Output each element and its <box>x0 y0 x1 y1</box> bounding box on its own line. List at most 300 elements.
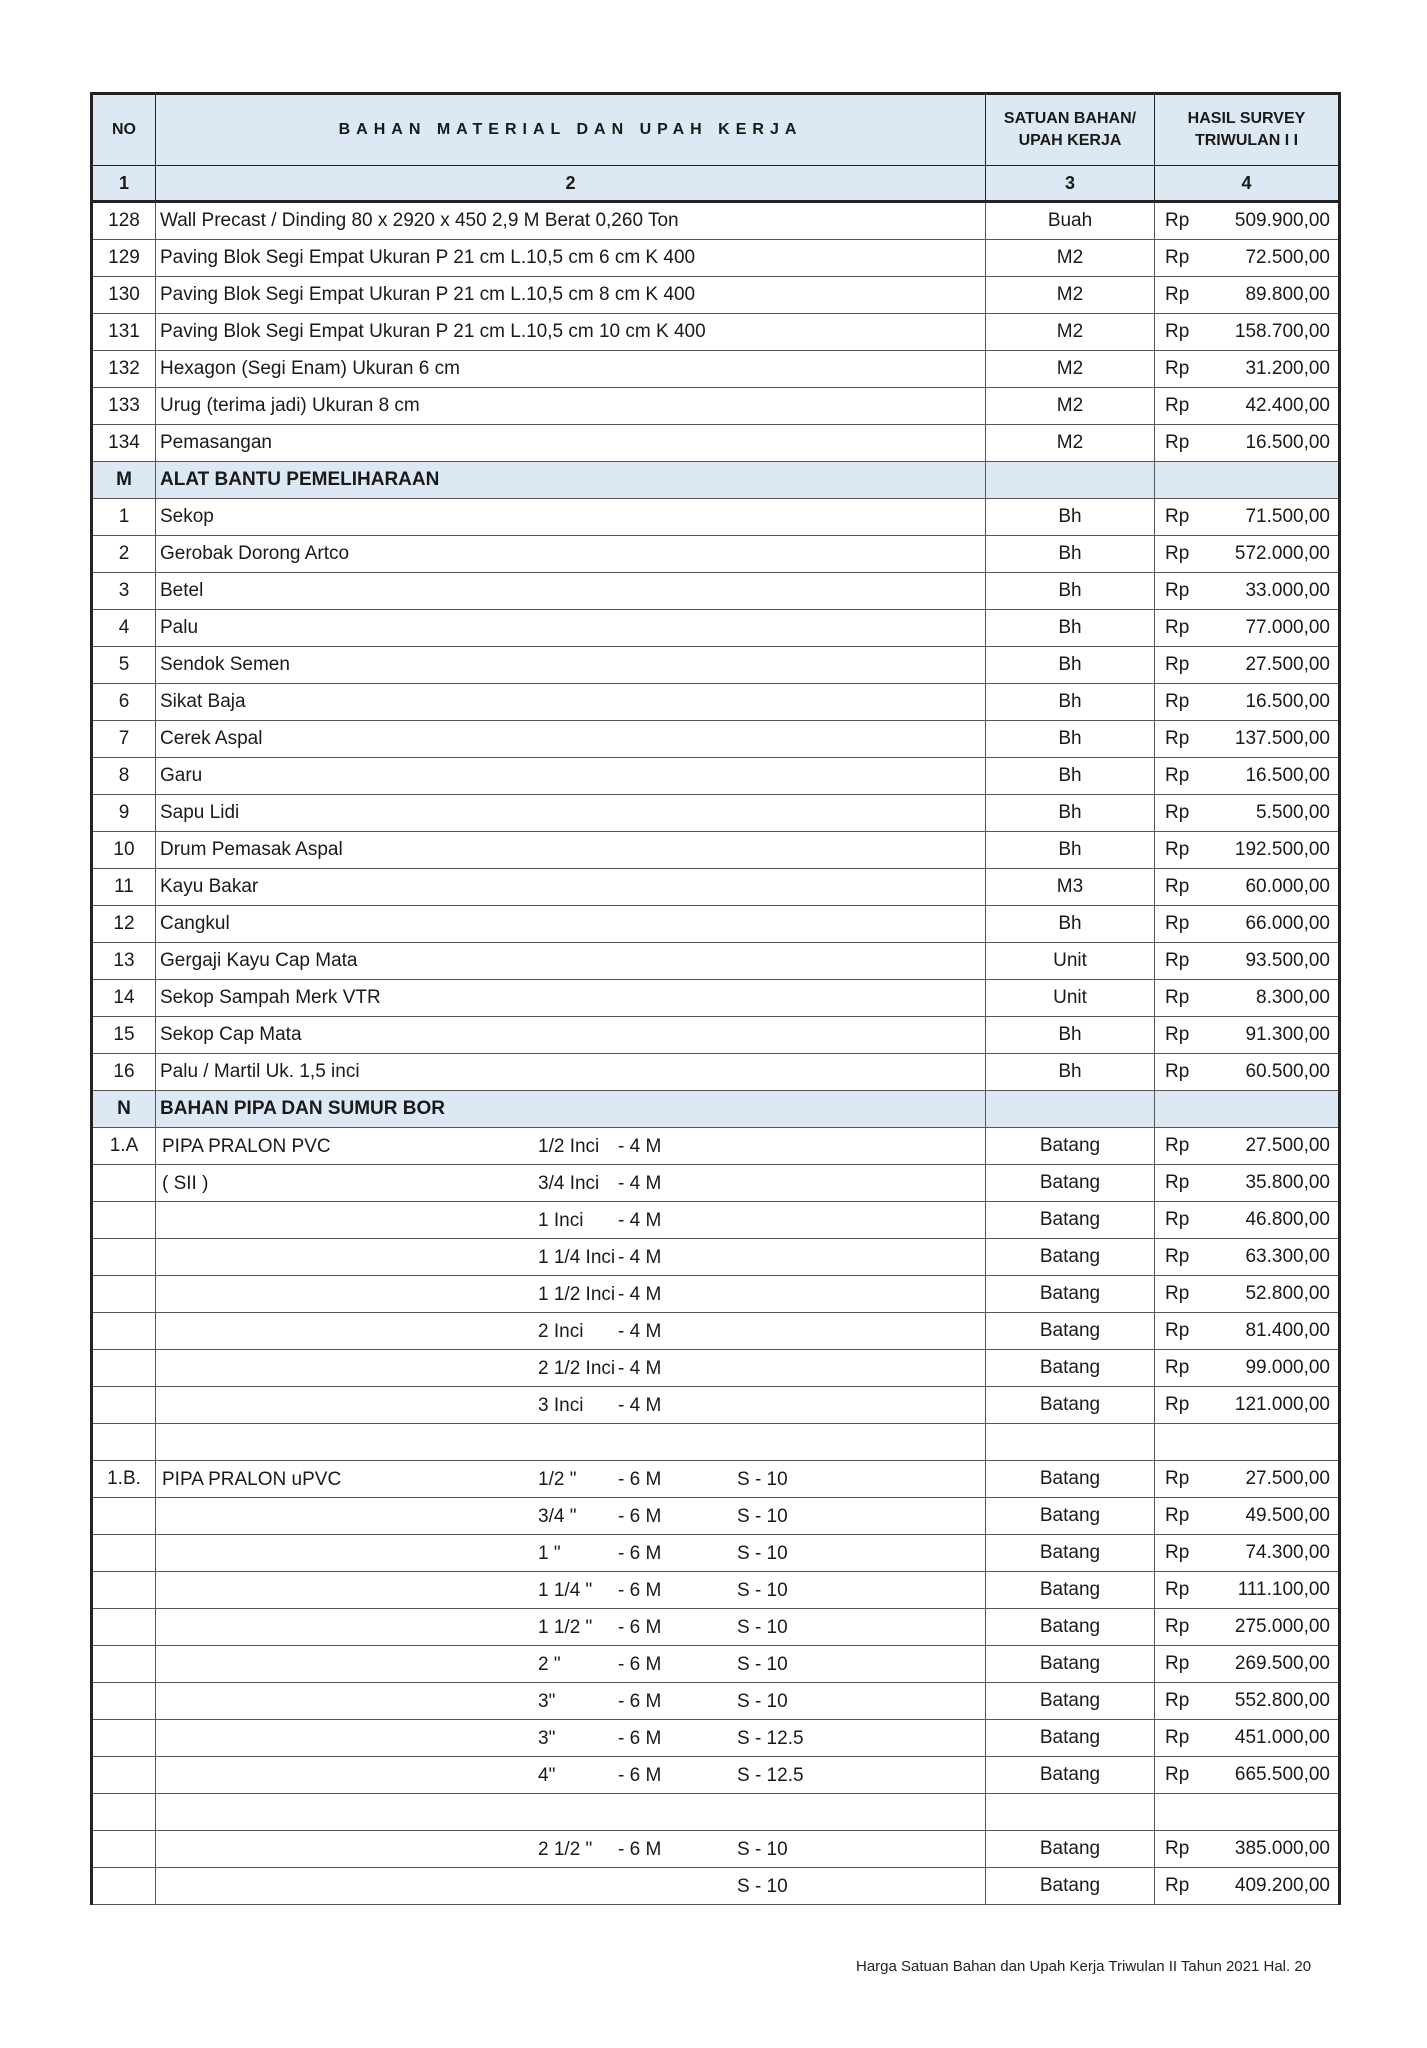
row-description: Palu / Martil Uk. 1,5 inci <box>156 1054 986 1091</box>
price-value <box>1155 321 1338 343</box>
pipe-description <box>156 1276 986 1313</box>
row-number: 5 <box>92 647 156 684</box>
pipe-description <box>156 1831 986 1868</box>
blank-cell <box>156 1794 986 1831</box>
pipe-length: - 6 M <box>618 1654 662 1675</box>
row-number: 133 <box>92 388 156 425</box>
currency-label: Rp <box>1165 728 1190 749</box>
price-amount: 275.000,00 <box>1234 1616 1330 1637</box>
pipe-size: 1 1/4 " <box>538 1580 593 1601</box>
pipe-size: 1/2 Inci <box>538 1136 600 1157</box>
row-description: Sendok Semen <box>156 647 986 684</box>
pipe-length: - 6 M <box>618 1580 662 1601</box>
row-number: 134 <box>92 425 156 462</box>
price-cell <box>1155 240 1340 277</box>
pipe-size: 2 " <box>538 1654 561 1675</box>
table-row <box>92 351 1340 388</box>
pipe-class: S - 10 <box>737 1876 788 1897</box>
section-title: ALAT BANTU PEMELIHARAAN <box>156 462 986 499</box>
currency-label: Rp <box>1165 1172 1190 1193</box>
price-value <box>1155 580 1338 602</box>
price-value <box>1155 987 1338 1009</box>
row-number: 128 <box>92 202 156 240</box>
pipe-row <box>92 1313 1340 1350</box>
price-amount: 89.800,00 <box>1245 284 1330 305</box>
currency-label: Rp <box>1165 950 1190 971</box>
currency-label: Rp <box>1165 1135 1190 1156</box>
price-value <box>1155 691 1338 713</box>
pipe-class: S - 12.5 <box>737 1765 804 1786</box>
price-cell <box>1155 1313 1340 1350</box>
row-description: Sekop <box>156 499 986 536</box>
price-value <box>1155 395 1338 417</box>
pipe-description <box>156 1535 986 1572</box>
pipe-length: - 6 M <box>618 1543 662 1564</box>
currency-label: Rp <box>1165 247 1190 268</box>
row-unit: Batang <box>986 1498 1155 1535</box>
price-cell <box>1155 869 1340 906</box>
price-value <box>1155 1172 1338 1194</box>
price-amount: 16.500,00 <box>1245 765 1330 786</box>
header-unit <box>986 94 1155 166</box>
price-amount: 5.500,00 <box>1256 802 1330 823</box>
row-number <box>92 1239 156 1276</box>
row-number <box>92 1313 156 1350</box>
pipe-length: - 6 M <box>618 1728 662 1749</box>
pipe-size: 2 1/2 " <box>538 1839 593 1860</box>
price-cell <box>1155 1572 1340 1609</box>
pipe-row <box>92 1646 1340 1683</box>
currency-label: Rp <box>1165 691 1190 712</box>
table-row <box>92 980 1340 1017</box>
pipe-length: - 4 M <box>618 1247 662 1268</box>
row-description: Palu <box>156 610 986 647</box>
price-amount: 552.800,00 <box>1234 1690 1330 1711</box>
price-amount: 49.500,00 <box>1245 1505 1330 1526</box>
blank-cell <box>986 1794 1155 1831</box>
price-cell <box>1155 1202 1340 1239</box>
column-number: 3 <box>986 166 1155 202</box>
blank-cell <box>1155 1424 1340 1461</box>
price-cell <box>1155 1720 1340 1757</box>
price-amount: 27.500,00 <box>1245 654 1330 675</box>
price-amount: 46.800,00 <box>1245 1209 1330 1230</box>
price-cell <box>1155 1165 1340 1202</box>
row-unit: Batang <box>986 1757 1155 1794</box>
price-value <box>1155 1320 1338 1342</box>
price-amount: 665.500,00 <box>1234 1764 1330 1785</box>
row-number: 12 <box>92 906 156 943</box>
price-value <box>1155 1209 1338 1231</box>
pipe-size: 4" <box>538 1765 556 1786</box>
price-amount: 111.100,00 <box>1237 1579 1330 1600</box>
currency-label: Rp <box>1165 1616 1190 1637</box>
pipe-description <box>156 1572 986 1609</box>
currency-label: Rp <box>1165 1542 1190 1563</box>
header-price-line1: HASIL SURVEY <box>1187 110 1306 127</box>
price-amount: 66.000,00 <box>1245 913 1330 934</box>
column-number: 4 <box>1155 166 1340 202</box>
row-number: 129 <box>92 240 156 277</box>
price-value <box>1155 802 1338 824</box>
pipe-description <box>156 1609 986 1646</box>
row-unit: M3 <box>986 869 1155 906</box>
table-row <box>92 943 1340 980</box>
price-cell <box>1155 314 1340 351</box>
currency-label: Rp <box>1165 1505 1190 1526</box>
price-value <box>1155 358 1338 380</box>
pipe-length: - 4 M <box>618 1173 662 1194</box>
currency-label: Rp <box>1165 1394 1190 1415</box>
price-cell <box>1155 1868 1340 1905</box>
pipe-length: - 4 M <box>618 1136 662 1157</box>
pipe-class: S - 10 <box>737 1469 788 1490</box>
row-number: 6 <box>92 684 156 721</box>
row-description: Kayu Bakar <box>156 869 986 906</box>
section-row <box>92 462 1340 499</box>
row-unit: Unit <box>986 943 1155 980</box>
price-amount: 509.900,00 <box>1234 210 1330 231</box>
blank-cell <box>92 1424 156 1461</box>
currency-label: Rp <box>1165 1764 1190 1785</box>
price-cell <box>1155 721 1340 758</box>
pipe-row <box>92 1239 1340 1276</box>
pipe-description <box>156 1757 986 1794</box>
pipe-length: - 4 M <box>618 1210 662 1231</box>
row-unit: M2 <box>986 277 1155 314</box>
row-number: 131 <box>92 314 156 351</box>
currency-label: Rp <box>1165 876 1190 897</box>
pipe-size: 3" <box>538 1728 556 1749</box>
pipe-size: 2 Inci <box>538 1321 584 1342</box>
price-value <box>1155 617 1338 639</box>
price-value <box>1155 839 1338 861</box>
pipe-row <box>92 1683 1340 1720</box>
currency-label: Rp <box>1165 987 1190 1008</box>
row-number: 14 <box>92 980 156 1017</box>
pipe-description <box>156 1868 986 1905</box>
row-description: Betel <box>156 573 986 610</box>
currency-label: Rp <box>1165 1357 1190 1378</box>
table-row <box>92 758 1340 795</box>
currency-label: Rp <box>1165 1283 1190 1304</box>
pipe-row <box>92 1350 1340 1387</box>
row-unit: Batang <box>986 1276 1155 1313</box>
table-row <box>92 573 1340 610</box>
pipe-class: S - 10 <box>737 1617 788 1638</box>
pipe-row <box>92 1609 1340 1646</box>
price-amount: 16.500,00 <box>1245 691 1330 712</box>
row-unit: Bh <box>986 1017 1155 1054</box>
table-row <box>92 536 1340 573</box>
price-amount: 42.400,00 <box>1245 395 1330 416</box>
row-unit: Bh <box>986 758 1155 795</box>
price-cell <box>1155 758 1340 795</box>
table-row <box>92 1017 1340 1054</box>
blank-cell <box>986 1424 1155 1461</box>
row-unit: M2 <box>986 351 1155 388</box>
pipe-class: S - 10 <box>737 1839 788 1860</box>
currency-label: Rp <box>1165 913 1190 934</box>
pipe-size: 1 Inci <box>538 1210 584 1231</box>
currency-label: Rp <box>1165 1320 1190 1341</box>
pipe-row <box>92 1276 1340 1313</box>
row-unit: Bh <box>986 1054 1155 1091</box>
currency-label: Rp <box>1165 765 1190 786</box>
row-unit: Batang <box>986 1572 1155 1609</box>
table-row <box>92 277 1340 314</box>
currency-label: Rp <box>1165 395 1190 416</box>
price-value <box>1155 1246 1338 1268</box>
price-value <box>1155 1579 1338 1601</box>
price-value <box>1155 543 1338 565</box>
row-description: Paving Blok Segi Empat Ukuran P 21 cm L.10,5 cm 10 cm K 400 <box>156 314 986 351</box>
row-description: Sikat Baja <box>156 684 986 721</box>
currency-label: Rp <box>1165 1209 1190 1230</box>
pipe-length: - 6 M <box>618 1506 662 1527</box>
blank-row <box>92 1424 1340 1461</box>
price-value <box>1155 1468 1338 1490</box>
price-cell <box>1155 1350 1340 1387</box>
row-number: 1.A <box>92 1128 156 1165</box>
currency-label: Rp <box>1165 1727 1190 1748</box>
row-number <box>92 1535 156 1572</box>
pipe-class: S - 10 <box>737 1654 788 1675</box>
pipe-description <box>156 1313 986 1350</box>
header-description: BAHAN MATERIAL DAN UPAH KERJA <box>156 94 986 166</box>
row-unit: M2 <box>986 314 1155 351</box>
currency-label: Rp <box>1165 580 1190 601</box>
pipe-row <box>92 1165 1340 1202</box>
price-value <box>1155 1061 1338 1083</box>
price-amount: 71.500,00 <box>1245 506 1330 527</box>
price-cell <box>1155 499 1340 536</box>
price-amount: 60.500,00 <box>1245 1061 1330 1082</box>
pipe-name: ( SII ) <box>162 1173 209 1194</box>
pipe-description <box>156 1461 986 1498</box>
row-number <box>92 1498 156 1535</box>
pipe-length: - 6 M <box>618 1839 662 1860</box>
row-number: 2 <box>92 536 156 573</box>
price-cell <box>1155 684 1340 721</box>
table-row <box>92 499 1340 536</box>
pipe-size: 1 1/2 " <box>538 1617 593 1638</box>
price-amount: 60.000,00 <box>1245 876 1330 897</box>
pipe-row <box>92 1831 1340 1868</box>
price-value <box>1155 1135 1338 1157</box>
section-price-cell <box>1155 462 1340 499</box>
header-unit-line1: SATUAN BAHAN/ <box>1003 110 1137 127</box>
row-description: Sapu Lidi <box>156 795 986 832</box>
table-row <box>92 684 1340 721</box>
row-number <box>92 1202 156 1239</box>
currency-label: Rp <box>1165 321 1190 342</box>
price-amount: 72.500,00 <box>1245 247 1330 268</box>
currency-label: Rp <box>1165 1653 1190 1674</box>
row-unit: Batang <box>986 1165 1155 1202</box>
row-description: Gergaji Kayu Cap Mata <box>156 943 986 980</box>
price-amount: 8.300,00 <box>1256 987 1330 1008</box>
pipe-class: S - 10 <box>737 1580 788 1601</box>
pipe-length: - 6 M <box>618 1617 662 1638</box>
row-unit: Bh <box>986 499 1155 536</box>
price-value <box>1155 654 1338 676</box>
row-unit: Unit <box>986 980 1155 1017</box>
row-unit: Bh <box>986 610 1155 647</box>
price-cell <box>1155 1461 1340 1498</box>
price-value <box>1155 1505 1338 1527</box>
row-unit: Batang <box>986 1128 1155 1165</box>
currency-label: Rp <box>1165 1579 1190 1600</box>
row-description: Wall Precast / Dinding 80 x 2920 x 450 2,9 M Berat 0,260 Ton <box>156 202 986 240</box>
column-number: 2 <box>156 166 986 202</box>
row-unit: Batang <box>986 1350 1155 1387</box>
price-value <box>1155 876 1338 898</box>
row-unit: Batang <box>986 1609 1155 1646</box>
price-value <box>1155 284 1338 306</box>
price-table <box>90 92 1341 1905</box>
price-amount: 16.500,00 <box>1245 432 1330 453</box>
row-unit: Bh <box>986 536 1155 573</box>
row-description: Paving Blok Segi Empat Ukuran P 21 cm L.10,5 cm 6 cm K 400 <box>156 240 986 277</box>
pipe-description <box>156 1202 986 1239</box>
row-number: 132 <box>92 351 156 388</box>
pipe-description <box>156 1646 986 1683</box>
pipe-description <box>156 1350 986 1387</box>
blank-cell <box>1155 1794 1340 1831</box>
currency-label: Rp <box>1165 802 1190 823</box>
price-amount: 74.300,00 <box>1245 1542 1330 1563</box>
row-unit: Batang <box>986 1313 1155 1350</box>
price-amount: 385.000,00 <box>1234 1838 1330 1859</box>
currency-label: Rp <box>1165 1061 1190 1082</box>
table-row <box>92 388 1340 425</box>
row-number <box>92 1646 156 1683</box>
row-number: 10 <box>92 832 156 869</box>
price-cell <box>1155 1276 1340 1313</box>
pipe-row <box>92 1461 1340 1498</box>
row-description: Sekop Sampah Merk VTR <box>156 980 986 1017</box>
price-cell <box>1155 1239 1340 1276</box>
price-value <box>1155 1357 1338 1379</box>
pipe-length: - 4 M <box>618 1395 662 1416</box>
row-unit: Batang <box>986 1387 1155 1424</box>
price-cell <box>1155 943 1340 980</box>
price-value <box>1155 1727 1338 1749</box>
price-amount: 121.000,00 <box>1234 1394 1330 1415</box>
pipe-row <box>92 1720 1340 1757</box>
section-unit-cell <box>986 462 1155 499</box>
price-amount: 192.500,00 <box>1234 839 1330 860</box>
price-cell <box>1155 1054 1340 1091</box>
blank-cell <box>156 1424 986 1461</box>
row-number <box>92 1831 156 1868</box>
pipe-row <box>92 1202 1340 1239</box>
price-cell <box>1155 1128 1340 1165</box>
pipe-length: - 4 M <box>618 1284 662 1305</box>
pipe-size: 1/2 " <box>538 1469 577 1490</box>
currency-label: Rp <box>1165 1246 1190 1267</box>
row-unit: Batang <box>986 1720 1155 1757</box>
row-number: 9 <box>92 795 156 832</box>
section-price-cell <box>1155 1091 1340 1128</box>
row-number <box>92 1387 156 1424</box>
row-unit: M2 <box>986 240 1155 277</box>
section-unit-cell <box>986 1091 1155 1128</box>
row-unit: M2 <box>986 388 1155 425</box>
currency-label: Rp <box>1165 839 1190 860</box>
price-amount: 27.500,00 <box>1245 1468 1330 1489</box>
header-price-line2: TRIWULAN I I <box>1194 132 1299 149</box>
row-unit: Bh <box>986 684 1155 721</box>
row-number <box>92 1572 156 1609</box>
price-amount: 81.400,00 <box>1245 1320 1330 1341</box>
price-cell <box>1155 610 1340 647</box>
row-unit: Batang <box>986 1239 1155 1276</box>
price-value <box>1155 950 1338 972</box>
pipe-length: - 4 M <box>618 1358 662 1379</box>
price-amount: 31.200,00 <box>1245 358 1330 379</box>
pipe-row <box>92 1498 1340 1535</box>
table-row <box>92 202 1340 240</box>
price-amount: 269.500,00 <box>1234 1653 1330 1674</box>
table-row <box>92 610 1340 647</box>
price-amount: 91.300,00 <box>1245 1024 1330 1045</box>
currency-label: Rp <box>1165 284 1190 305</box>
pipe-size: 1 1/2 Inci <box>538 1284 616 1305</box>
section-row <box>92 1091 1340 1128</box>
price-cell <box>1155 536 1340 573</box>
table-row <box>92 240 1340 277</box>
currency-label: Rp <box>1165 506 1190 527</box>
pipe-class: S - 12.5 <box>737 1728 804 1749</box>
row-unit: Batang <box>986 1461 1155 1498</box>
pipe-length: - 6 M <box>618 1469 662 1490</box>
row-unit: Bh <box>986 906 1155 943</box>
pipe-class: S - 10 <box>737 1691 788 1712</box>
currency-label: Rp <box>1165 1875 1190 1896</box>
row-number: 3 <box>92 573 156 610</box>
row-description: Sekop Cap Mata <box>156 1017 986 1054</box>
row-number: 1 <box>92 499 156 536</box>
price-value <box>1155 1616 1338 1638</box>
row-description: Cerek Aspal <box>156 721 986 758</box>
price-amount: 158.700,00 <box>1234 321 1330 342</box>
row-description: Cangkul <box>156 906 986 943</box>
row-description: Garu <box>156 758 986 795</box>
row-unit: Batang <box>986 1535 1155 1572</box>
page-footer: Harga Satuan Bahan dan Upah Kerja Triwulan II Tahun 2021 Hal. 20 <box>856 1958 1312 1975</box>
row-number: 1.B. <box>92 1461 156 1498</box>
price-table-sheet <box>90 92 1338 1905</box>
pipe-row <box>92 1572 1340 1609</box>
price-amount: 52.800,00 <box>1245 1283 1330 1304</box>
price-value <box>1155 1875 1338 1897</box>
price-cell <box>1155 202 1340 240</box>
pipe-size: 1 " <box>538 1543 561 1564</box>
row-unit: Bh <box>986 647 1155 684</box>
blank-row <box>92 1794 1340 1831</box>
row-number <box>92 1868 156 1905</box>
pipe-row <box>92 1535 1340 1572</box>
row-number: 15 <box>92 1017 156 1054</box>
row-number <box>92 1720 156 1757</box>
price-cell <box>1155 832 1340 869</box>
pipe-length: - 4 M <box>618 1321 662 1342</box>
price-value <box>1155 728 1338 750</box>
row-number: 7 <box>92 721 156 758</box>
price-cell <box>1155 277 1340 314</box>
